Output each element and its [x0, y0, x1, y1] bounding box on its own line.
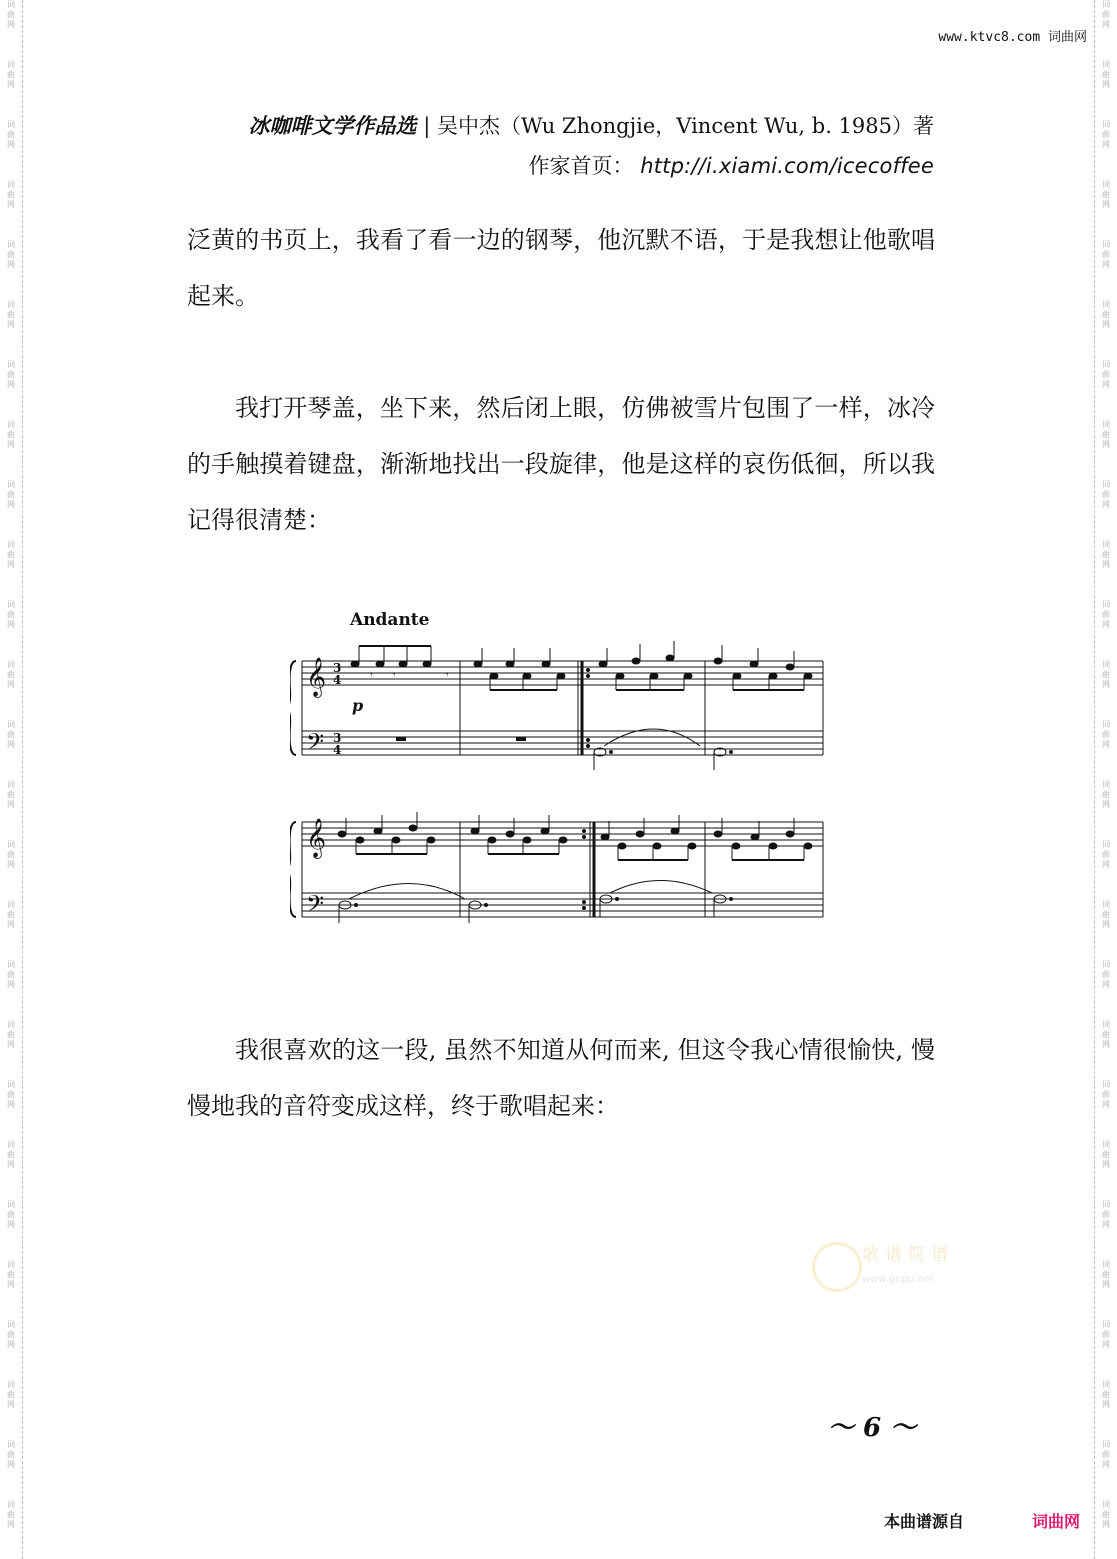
margin-watermark: 词 曲 网 [1102, 1500, 1110, 1529]
margin-watermark: 词 曲 网 [7, 1320, 15, 1349]
margin-watermark: 词 曲 网 [1102, 1320, 1110, 1349]
margin-watermark: 词 曲 网 [1102, 180, 1110, 209]
margin-watermark: 词 曲 网 [1102, 240, 1110, 269]
notes-m5 [338, 812, 435, 854]
music-score [290, 605, 835, 935]
time-sig-bass: 4 [333, 743, 342, 757]
paragraph-1: 泛黄的书页上，我看了看一边的钢琴，他沉默不语，于是我想让他歌唱起来。 [187, 226, 935, 310]
bass-clef: 𝄢 [306, 728, 325, 761]
tie [349, 884, 465, 900]
margin-watermark: 词 曲 网 [7, 1440, 15, 1469]
notes-m3 [599, 641, 692, 690]
margin-watermark: 词 曲 网 [7, 840, 15, 869]
margin-watermark: 词 曲 网 [7, 420, 15, 449]
margin-watermark: 词 曲 网 [7, 240, 15, 269]
treble-clef: 𝄞 [306, 818, 327, 858]
margin-watermark: 词 曲 网 [1102, 360, 1110, 389]
margin-watermark: 词 曲 网 [1102, 1260, 1110, 1289]
homepage-label: 作家首页： [528, 154, 634, 178]
margin-watermark: 词 曲 网 [7, 960, 15, 989]
paragraph-3: 我很喜欢的这一段, 虽然不知道从何而来, 但这令我心情很愉快, 慢慢地我的音符变成这样，终于歌唱起来： [187, 1036, 935, 1120]
margin-watermark: 词 曲 网 [1102, 300, 1110, 329]
margin-watermark: 词 曲 网 [7, 480, 15, 509]
watermark-subtitle: www.gepu.net [862, 1274, 934, 1285]
margin-watermark: 词 曲 网 [1102, 1440, 1110, 1469]
margin-watermark: 词 曲 网 [7, 1380, 15, 1409]
margin-watermark: 词 曲 网 [7, 180, 15, 209]
margin-watermark: 词 曲 网 [7, 300, 15, 329]
margin-watermark: 词 曲 网 [1102, 1020, 1110, 1049]
margin-watermark: 词 曲 网 [7, 1140, 15, 1169]
homepage-link[interactable]: http://i.xiami.com/icecoffee [640, 154, 934, 178]
dynamic-marking: p [352, 696, 364, 715]
margin-watermark: 词 曲 网 [1102, 120, 1110, 149]
score-system-2 [290, 812, 823, 923]
treble-clef: 𝄞 [306, 657, 327, 697]
margin-watermark: 词 曲 网 [1102, 780, 1110, 809]
notes-m8 [714, 818, 812, 860]
bass-clef: 𝄢 [306, 890, 325, 923]
notes-m2 [474, 648, 565, 690]
margin-watermark: 词 曲 网 [1102, 960, 1110, 989]
svg-text:𝄾: 𝄾 [393, 670, 396, 681]
whole-rest [516, 737, 526, 741]
homepage-line [529, 150, 934, 180]
margin-watermark: 词 曲 网 [7, 900, 15, 929]
tie [610, 881, 712, 894]
brace-2 [290, 822, 296, 917]
watermark-logo [806, 1236, 996, 1296]
margin-watermark: 词 曲 网 [1102, 720, 1110, 749]
bass-staff-lines-2 [302, 893, 823, 917]
time-sig-bass: 3 [333, 731, 342, 745]
bass-staff-lines-1 [302, 731, 823, 755]
margin-watermark: 词 曲 网 [1102, 1380, 1110, 1409]
margin-watermark: 词 曲 网 [7, 1200, 15, 1229]
margin-watermark: 词 曲 网 [7, 1020, 15, 1049]
margin-watermark: 词 曲 网 [7, 600, 15, 629]
margin-watermark: 词 曲 网 [7, 120, 15, 149]
margin-watermark: 词 曲 网 [1102, 0, 1110, 29]
margin-watermark: 词 曲 网 [1102, 1200, 1110, 1229]
series-title: 冰咖啡文学作品选 [248, 113, 417, 138]
page-number: ～ 6 ～ [828, 1413, 917, 1443]
margin-watermark: 词 曲 网 [7, 1500, 15, 1529]
margin-watermark: 词 曲 网 [7, 540, 15, 569]
author-line: 吴中杰（Wu Zhongjie，Vincent Wu, b. 1985）著 [436, 114, 934, 138]
footer-source-label: 本曲谱源自 [884, 1512, 965, 1531]
margin-watermark: 词 曲 网 [1102, 660, 1110, 689]
whole-rest [396, 737, 406, 741]
margin-watermark: 词 曲 网 [1102, 420, 1110, 449]
margin-watermark: 词 曲 网 [1102, 60, 1110, 89]
top-url-domain[interactable]: www.ktvc8.com [938, 30, 1041, 45]
margin-watermark: 词 曲 网 [7, 780, 15, 809]
paragraph-2: 我打开琴盖，坐下来，然后闭上眼，仿佛被雪片包围了一样，冰冷的手触摸着键盘，渐渐地找出一段旋律，他是这样的哀伤低徊，所以我记得很清楚： [187, 394, 935, 534]
margin-watermark: 词 曲 网 [1102, 600, 1110, 629]
margin-watermark: 词 曲 网 [7, 720, 15, 749]
margin-watermark: 词 曲 网 [1102, 1080, 1110, 1109]
margin-watermark: 词 曲 网 [1102, 480, 1110, 509]
header-separator: | [423, 114, 431, 138]
top-url[interactable] [938, 26, 1087, 45]
margin-watermark: 词 曲 网 [7, 0, 15, 29]
margin-watermark: 词 曲 网 [1102, 1140, 1110, 1169]
margin-watermark: 词 曲 网 [1102, 900, 1110, 929]
margin-watermark: 词 曲 网 [7, 1260, 15, 1289]
margin-watermark: 词 曲 网 [7, 660, 15, 689]
svg-text:𝄾: 𝄾 [370, 670, 373, 681]
notes-m1 [351, 646, 449, 715]
right-margin-strip [1094, 0, 1117, 1559]
watermark-circle-icon [812, 1242, 862, 1292]
margin-watermark: 词 曲 网 [1102, 540, 1110, 569]
margin-watermark: 词 曲 网 [7, 360, 15, 389]
book-header [249, 110, 934, 140]
margin-watermark: 词 曲 网 [7, 1080, 15, 1109]
brace-1 [290, 661, 296, 755]
margin-watermark: 词 曲 网 [1102, 840, 1110, 869]
score-system-1 [290, 641, 823, 770]
top-url-site: 词曲网 [1047, 30, 1087, 45]
left-margin-strip [0, 0, 23, 1559]
tempo-marking: Andante [350, 610, 430, 630]
watermark-title: 歌谱简谱 [862, 1245, 954, 1265]
margin-watermark: 词 曲 网 [7, 60, 15, 89]
footer-site-link[interactable]: 词曲网 [1032, 1512, 1081, 1531]
time-sig-treble: 3 [333, 661, 342, 675]
time-sig-treble: 4 [333, 673, 342, 687]
svg-text:𝄾: 𝄾 [446, 670, 449, 681]
